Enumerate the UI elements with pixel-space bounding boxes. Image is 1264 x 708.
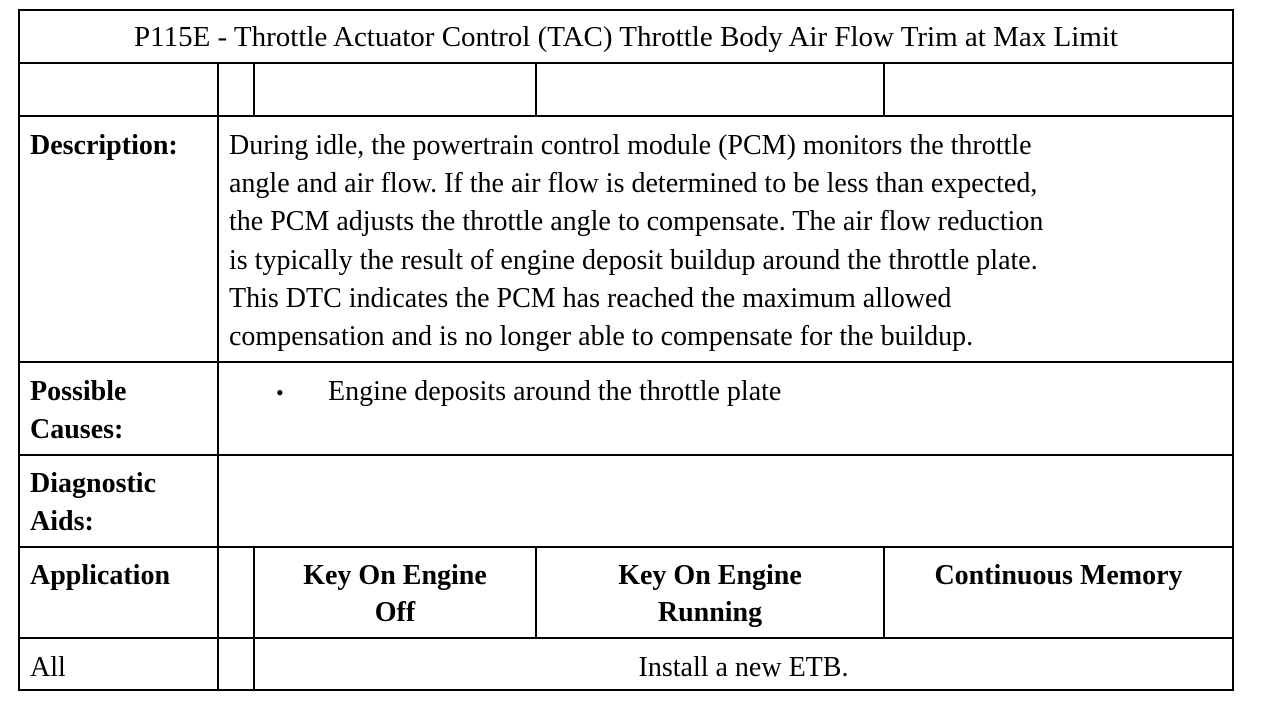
- description-line: During idle, the powertrain control module (PCM) monitors the throttle: [229, 130, 1032, 161]
- dtc-table: [18, 9, 1234, 691]
- header-line: Key On Engine: [618, 560, 802, 591]
- list-item: [276, 373, 781, 412]
- header-line: Running: [657, 597, 763, 628]
- column-divider: [217, 63, 219, 691]
- row-divider: [20, 361, 1232, 363]
- possible-causes-list: [276, 373, 781, 412]
- possible-causes-label-line: Causes:: [30, 414, 124, 445]
- diagnostic-aids-label-line: Aids:: [30, 506, 94, 537]
- row-divider: [20, 637, 1232, 639]
- row-divider: [20, 62, 1232, 64]
- header-line: Off: [374, 597, 416, 628]
- dtc-title: P115E - Throttle Actuator Control (TAC) Throttle Body Air Flow Trim at Max Limit: [134, 20, 1118, 53]
- description-line: This DTC indicates the PCM has reached the maximum allowed: [229, 282, 952, 314]
- diagnostic-aids-label-line: Diagnostic: [30, 468, 156, 499]
- description-line: angle and air flow. If the air flow is determined to be less than expected,: [229, 168, 1038, 200]
- possible-causes-label: [30, 373, 126, 449]
- row-divider: [20, 454, 1232, 456]
- description-line: compensation and is no longer able to compensate for the buildup.: [229, 321, 974, 353]
- application-row-value: Install a new ETB.: [638, 652, 849, 683]
- key-on-engine-off-header: [255, 557, 535, 631]
- description-text: [229, 127, 1219, 356]
- description-line: the PCM adjusts the throttle angle to compensate. The air flow reduction: [229, 206, 1044, 238]
- header-line: Key On Engine: [303, 560, 487, 591]
- row-divider: [20, 546, 1232, 548]
- description-label: Description:: [30, 130, 178, 161]
- cause-text: Engine deposits around the throttle plate: [328, 376, 782, 407]
- column-divider: [535, 63, 537, 116]
- column-divider: [883, 63, 885, 116]
- key-on-engine-running-header: [537, 557, 883, 631]
- row-divider: [20, 115, 1232, 117]
- column-divider: [253, 63, 255, 116]
- application-row-label: All: [30, 652, 66, 683]
- continuous-memory-header: Continuous Memory: [934, 560, 1183, 591]
- description-line: is typically the result of engine deposit buildup around the throttle plate.: [229, 244, 1038, 276]
- diagnostic-aids-label: [30, 465, 156, 541]
- application-label: Application: [30, 560, 171, 591]
- possible-causes-label-line: Possible: [30, 376, 127, 407]
- bullet-icon: •: [276, 380, 284, 405]
